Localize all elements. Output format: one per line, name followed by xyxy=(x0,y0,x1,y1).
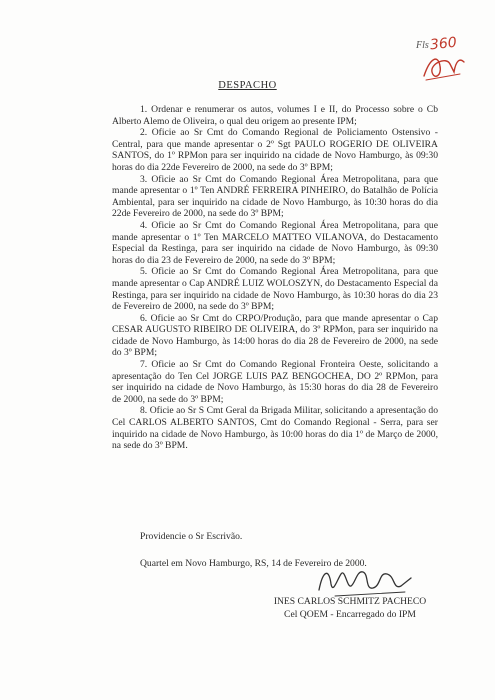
signer-role: Cel QOEM - Encarregado do IPM xyxy=(284,609,416,620)
folio-label: Fls xyxy=(416,40,429,51)
paragraph-6: 6. Oficie ao Sr Cmt do CRPO/Produção, para que mande apresentar o Cap CESAR AUGUSTO RIBEIRO DE OLIVEIRA, do 3º RPMon, para ser inquirido na cidade de Novo Hamburgo, às 14:00 horas do dia 28 de Fevereiro de 2000, na sede do 3º BPM; xyxy=(112,312,438,359)
closing-instruction: Providencie o Sr Escrivão. xyxy=(140,531,243,542)
paragraph-7: 7. Oficie ao Sr Cmt do Comando Regional Fronteira Oeste, solicitando a apresentação do Ten Cel JORGE LUIS PAZ BENGOCHEA, DO 2º RPMon, para ser inquirido na cidade de Novo Hamburgo, às 15:30 horas do dia 28 de Fevereiro de 2000, na sede do 3º BPM; xyxy=(112,359,438,405)
handwritten-signature xyxy=(315,560,415,600)
document-body xyxy=(112,104,438,452)
initials-scribble-icon xyxy=(420,50,468,84)
paragraph-3: 3. Oficie ao Sr Cmt do Comando Regional Área Metropolitana, para que mande apresentar o 1º Ten ANDRÉ FERREIRA PINHEIRO, do Batalhão de Polícia Ambiental, para ser inquirido na cidade de Novo Hamburgo, às 10:30 horas do dia 22de Fevereiro de 2000, na sede do 3º BPM; xyxy=(112,173,438,220)
paragraph-2: 2. Oficie ao Sr Cmt do Comando Regional de Policiamento Ostensivo - Central, para que mande apresentar o 2º Sgt PAULO ROGERIO DE OLIVEIRA SANTOS, do 1º RPMon para ser inquirido na cidade de Novo Hamburgo, às 09:30 horas do dia 22de Fevereiro de 2000, na sede do 3º BPM; xyxy=(112,127,438,173)
folio-number: 360 xyxy=(429,34,458,54)
document-title: DESPACHO xyxy=(218,80,277,91)
place-and-date: Quartel em Novo Hamburgo, RS, 14 de Fevereiro de 2000. xyxy=(140,558,367,569)
paragraph-8: 8. Oficie ao Sr S Cmt Geral da Brigada Militar, solicitando a apresentação do Cel CARLOS ALBERTO SANTOS, Cmt do Comando Regional - Serra, para ser inquirido na cidade de Novo Hamburgo, às 10:00 horas do dia 1º de Março de 2000, na sede do 3º BPM. xyxy=(112,405,438,452)
signer-name: INES CARLOS SCHMITZ PACHECO xyxy=(273,596,427,607)
paragraph-1: 1. Ordenar e renumerar os autos, volumes I e II, do Processo sobre o Cb Alberto Alemo de Oliveira, o qual deu origem ao presente IPM; xyxy=(112,104,438,127)
paragraph-4: 4. Oficie ao Sr Cmt do Comando Regional Área Metropolitana, para que mande apresentar o 1º Ten MARCELO MATTEO VILANOVA, do Destacamento Especial da Restinga, para ser inquirido na cidade de Novo Hamburgo, às 09:30 horas do dia 23 de Fevereiro de 2000, na sede do 3º BPM; xyxy=(112,219,438,266)
paragraph-5: 5. Oficie ao Sr Cmt do Comando Regional Área Metropolitana, para que mande apresentar o Cap ANDRÉ LUIZ WOLOSZYN, do Destacamento Especial da Restinga, para ser inquirido na cidade de Novo Hamburgo, às 10:30 horas do dia 23 de Fevereiro de 2000, na sede do 3º BPM; xyxy=(112,266,438,313)
